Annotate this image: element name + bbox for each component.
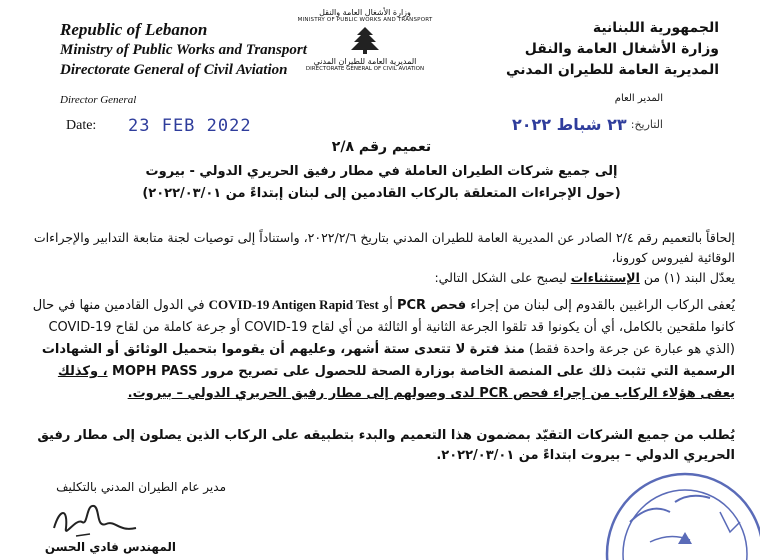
ministry-ar: وزارة الأشغال العامة والنقل: [524, 41, 719, 57]
director-general-en: Director General: [60, 94, 137, 106]
emblem-ar-bottom: المديرية العامة للطيران المدني: [313, 57, 417, 66]
directorate-ar: المديرية العامة للطيران المدني: [506, 62, 719, 78]
amendment-text-a: يعدّل البند (١) من: [639, 270, 735, 285]
amendment-exceptions: الإستثناءات: [570, 270, 640, 285]
circular-recipients: إلى جميع شركات الطيران العاملة في مطار رفيق الحريري الدولي - بيروت: [145, 164, 618, 179]
official-stamp: [590, 462, 760, 560]
date-label-en: Date:: [66, 118, 97, 133]
emblem-en-bottom: DIRECTORATE GENERAL OF CIVIL AVIATION: [305, 66, 425, 72]
exemption-text-e: في الدول القادمين منها في حال كانوا ملقحين بالكامل، أي أن يكونوا قد تلقوا الجرعة الثانية أو الثالثة من أي لقاح COVID-19 أو جرعة كاملة من لقاح COVID-19 (الذي هو عبارة عن جرعة واحدة فقط): [32, 298, 735, 357]
date-label-ar: التاريخ:: [630, 118, 663, 131]
exemption-text-g: ، وكذلك يعفى هؤلاء الركاب من إجراء فحص PCR لدى وصولهم إلى مطار رفيق الحريري الدولي – بيروت.: [57, 364, 735, 401]
emblem: [292, 8, 438, 72]
emblem-ar-top: وزارة الأشغال العامة والنقل: [319, 8, 411, 17]
circular-subject: (حول الإجراءات المتعلقة بالركاب القادمين إلى لبنان إبتداءً من ٢٠٢٢/٠٣/٠١): [142, 186, 621, 201]
official-stamp-icon: [590, 462, 760, 560]
paragraph-reference: إلحاقاً بالتعميم رقم ٢/٤ الصادر عن المديرية العامة للطيران المدني بتاريخ ٢٠٢٢/٢/٦، واستناداً إلى توصيات لجنة متابعة التدابير والإجراءات الوقائية لفيروس كورونا،: [33, 230, 735, 265]
handwritten-signature-icon: [46, 498, 156, 542]
paragraph-instruction: يُطلب من جميع الشركات التقيّد بمضمون هذا التعميم والبدء بتطبيقه على الركاب الذين يصلون إلى مطار رفيق الحريري الدولي – بيروت ابتداءً من ٢٠٢٢/٠٣/٠١.: [37, 428, 735, 463]
exemption-text-a: يُعفى الركاب الراغبين بالقدوم إلى لبنان من إجراء: [466, 298, 735, 313]
exemption-antigen: COVID-19 Antigen Rapid Test: [208, 297, 379, 312]
cedar-emblem-icon: [345, 25, 385, 55]
amendment-text-c: ليصبح على الشكل التالي:: [434, 270, 571, 285]
header-english: [60, 20, 320, 80]
paragraph-exemption: [25, 294, 735, 405]
exemption-text-f: منذ فترة لا تتعدى ستة أشهر، وعليهم أن يقوموا بتحميل الوثائق أو الشهادات الرسمية التي تثبت ذلك على المنصة الخاصة بوزارة الصحة للحصول على تصريح مرور MOPH PASS: [41, 342, 735, 379]
signature-block: [26, 480, 226, 560]
signatory-title: مدير عام الطيران المدني بالتكليف: [56, 480, 226, 494]
paragraph-amendment: [25, 268, 735, 288]
republic-en: Republic of Lebanon: [60, 20, 208, 39]
signatory-name: المهندس فادي الحسن: [44, 540, 176, 554]
date-value-en: 23 FEB 2022: [128, 116, 252, 136]
emblem-en-top: MINISTRY OF PUBLIC WORKS AND TRANSPORT: [297, 17, 433, 23]
exemption-pcr: فحص PCR: [396, 298, 467, 313]
directorate-en: Directorate General of Civil Aviation: [60, 62, 288, 78]
date-value-ar: ٢٣ شباط ٢٠٢٢: [512, 115, 627, 134]
exemption-or: أو: [378, 298, 397, 313]
republic-ar: الجمهورية اللبنانية: [592, 20, 719, 36]
circular-title: تعميم رقم ٢/٨: [331, 139, 432, 155]
header-arabic: [439, 18, 719, 81]
director-general-ar: المدير العام: [614, 93, 663, 104]
ministry-en: Ministry of Public Works and Transport: [60, 42, 307, 58]
